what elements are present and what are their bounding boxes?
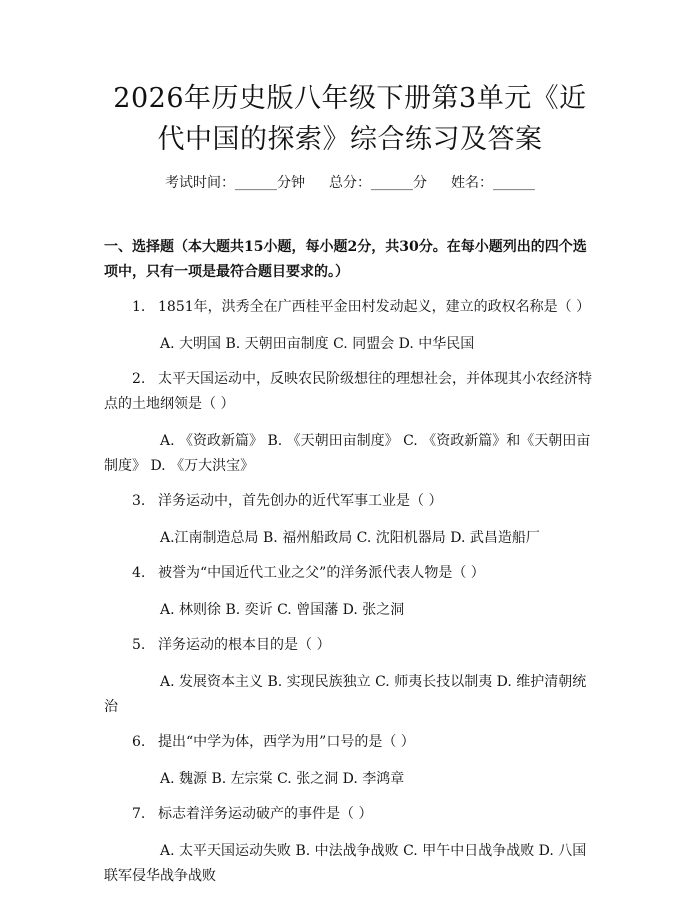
question-number: 1. bbox=[132, 299, 146, 315]
page-title: 2026年历史版八年级下册第3单元《近代中国的探索》综合练习及答案 bbox=[113, 83, 587, 155]
question-3 bbox=[104, 489, 596, 551]
question-options: A.江南制造总局 B. 福州船政局 C. 沈阳机器局 D. 武昌造船厂 bbox=[160, 530, 540, 546]
question-number: 2. bbox=[132, 371, 146, 387]
total-score-label: 总分：______分 bbox=[329, 175, 427, 191]
question-options: A. 魏源 B. 左宗棠 C. 张之洞 D. 李鸿章 bbox=[160, 771, 405, 787]
question-number: 7. bbox=[132, 806, 146, 822]
question-stem bbox=[104, 295, 596, 320]
question-number: 5. bbox=[132, 637, 146, 653]
question-text: 1851年，洪秀全在广西桂平金田村发动起义，建立的政权名称是（ ） bbox=[158, 299, 591, 315]
student-name-label: 姓名：______ bbox=[451, 175, 535, 191]
question-stem bbox=[104, 367, 596, 417]
question-number: 6. bbox=[132, 734, 146, 750]
question-number: 3. bbox=[132, 493, 146, 509]
question-options: A. 林则徐 B. 奕䜣 C. 曾国藩 D. 张之洞 bbox=[160, 602, 405, 618]
question-2 bbox=[104, 367, 596, 479]
question-stem bbox=[104, 489, 596, 514]
question-text: 提出“中学为体，西学为用”口号的是（ ） bbox=[158, 734, 415, 750]
question-text: 标志着洋务运动破产的事件是（ ） bbox=[158, 806, 373, 822]
question-options: A. 《资政新篇》 B. 《天朝田亩制度》 C. 《资政新篇》和《天朝田亩制度》 D. 《万大洪宝》 bbox=[104, 433, 591, 474]
question-6 bbox=[104, 730, 596, 792]
question-7 bbox=[104, 802, 596, 889]
question-1 bbox=[104, 295, 596, 357]
question-options: A. 大明国 B. 天朝田亩制度 C. 同盟会 D. 中华民国 bbox=[160, 336, 475, 352]
question-text: 洋务运动的根本目的是（ ） bbox=[158, 637, 331, 653]
exam-time-label: 考试时间：______分钟 bbox=[165, 175, 305, 191]
question-stem bbox=[104, 730, 596, 755]
question-stem bbox=[104, 802, 596, 827]
section-header: 一、选择题（本大题共15小题，每小题2分，共30分。在每小题列出的四个选项中，只有一项是最符合题目要求的。） bbox=[104, 239, 587, 280]
exam-info bbox=[104, 173, 596, 193]
question-options: A. 发展资本主义 B. 实现民族独立 C. 师夷长技以制夷 D. 维护清朝统治 bbox=[104, 674, 587, 715]
question-text: 被誉为“中国近代工业之父”的洋务派代表人物是（ ） bbox=[158, 565, 485, 581]
question-options: A. 太平天国运动失败 B. 中法战争战败 C. 甲午中日战争战败 D. 八国联军侵华战争战败 bbox=[104, 843, 587, 884]
question-text: 洋务运动中，首先创办的近代军事工业是（ ） bbox=[158, 493, 443, 509]
question-4 bbox=[104, 561, 596, 623]
question-stem bbox=[104, 561, 596, 586]
question-stem bbox=[104, 633, 596, 658]
question-text: 太平天国运动中，反映农民阶级想往的理想社会，并体现其小农经济特点的土地纲领是（ ） bbox=[104, 371, 592, 412]
question-5 bbox=[104, 633, 596, 720]
question-number: 4. bbox=[132, 565, 146, 581]
